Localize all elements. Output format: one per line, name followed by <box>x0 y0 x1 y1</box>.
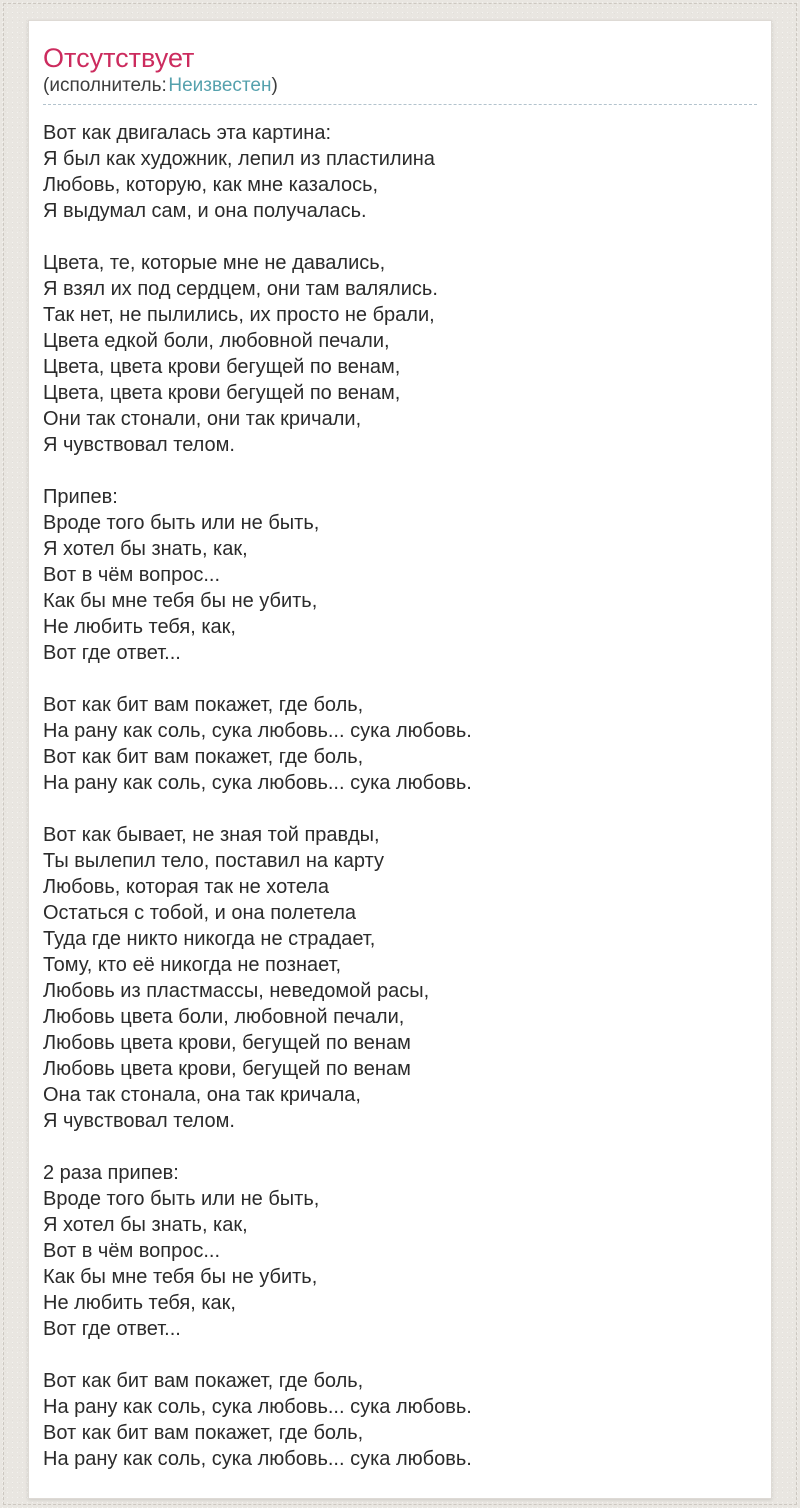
lyric-line: Любовь цвета боли, любовной печали, <box>43 1005 405 1028</box>
artist-link[interactable]: Неизвестен <box>168 75 272 97</box>
lyric-line: Я хотел бы знать, как, <box>43 537 248 560</box>
lyric-line: Вот как бит вам покажет, где боль, <box>43 693 364 716</box>
stanza <box>43 250 757 458</box>
song-title: Отсутствует <box>43 43 195 73</box>
artist-close-paren: ) <box>271 75 278 97</box>
lyric-line: Любовь из пластмассы, неведомой расы, <box>43 979 430 1002</box>
stanza <box>43 484 757 666</box>
lyric-line: Ты вылепил тело, поставил на карту <box>43 849 384 872</box>
lyric-line: На рану как соль, сука любовь... сука любовь. <box>43 719 472 742</box>
stanza <box>43 692 757 796</box>
lyric-line: Я был как художник, лепил из пластилина <box>43 147 435 170</box>
stanza <box>43 822 757 1134</box>
lyric-line: Цвета, те, которые мне не давались, <box>43 251 386 274</box>
lyric-line: Вот как бит вам покажет, где боль, <box>43 745 364 768</box>
lyric-line: На рану как соль, сука любовь... сука любовь. <box>43 1447 472 1470</box>
lyric-line: Я выдумал сам, и она получалась. <box>43 199 367 222</box>
lyric-line: Любовь цвета крови, бегущей по венам <box>43 1031 411 1054</box>
lyric-line: На рану как соль, сука любовь... сука любовь. <box>43 771 472 794</box>
artist-line <box>43 76 757 97</box>
lyric-line: Вот как бит вам покажет, где боль, <box>43 1421 364 1444</box>
lyric-line: Вот в чём вопрос... <box>43 1239 221 1262</box>
lyric-line: Я взял их под сердцем, они там валялись. <box>43 277 438 300</box>
stanza <box>43 1160 757 1342</box>
lyric-line: Как бы мне тебя бы не убить, <box>43 1265 318 1288</box>
lyric-line: Любовь, которую, как мне казалось, <box>43 173 379 196</box>
lyric-line: Вот в чём вопрос... <box>43 563 221 586</box>
lyric-line: Цвета едкой боли, любовной печали, <box>43 329 390 352</box>
lyric-line: Любовь, которая так не хотела <box>43 875 329 898</box>
lyric-line: Остаться с тобой, и она полетела <box>43 901 357 924</box>
lyric-line: Так нет, не пылились, их просто не брали, <box>43 303 435 326</box>
stanza <box>43 120 757 224</box>
lyric-line: Вот где ответ... <box>43 1317 181 1340</box>
lyric-line: Не любить тебя, как, <box>43 1291 236 1314</box>
lyric-line: Она так стонала, она так кричала, <box>43 1083 361 1106</box>
lyrics-card <box>28 20 772 1499</box>
song-header <box>43 43 757 105</box>
lyric-line: Не любить тебя, как, <box>43 615 236 638</box>
lyric-line: Любовь цвета крови, бегущей по венам <box>43 1057 411 1080</box>
lyric-line: Вот как бывает, не зная той правды, <box>43 823 380 846</box>
lyric-line: На рану как соль, сука любовь... сука любовь. <box>43 1395 472 1418</box>
lyric-line: Я чувствовал телом. <box>43 1109 235 1132</box>
lyric-line: Туда где никто никогда не страдает, <box>43 927 376 950</box>
lyric-line: Тому, кто её никогда не познает, <box>43 953 342 976</box>
lyrics <box>43 120 757 1472</box>
artist-label: (исполнитель: <box>43 75 167 97</box>
lyric-line: Они так стонали, они так кричали, <box>43 407 362 430</box>
lyric-line: Вот как двигалась эта картина: <box>43 121 332 144</box>
lyric-line: Как бы мне тебя бы не убить, <box>43 589 318 612</box>
lyric-line: Припев: <box>43 485 118 508</box>
stanza <box>43 1368 757 1472</box>
lyric-line: Цвета, цвета крови бегущей по венам, <box>43 355 401 378</box>
lyric-line: 2 раза припев: <box>43 1161 179 1184</box>
lyric-line: Вроде того быть или не быть, <box>43 1187 320 1210</box>
lyric-line: Я чувствовал телом. <box>43 433 235 456</box>
lyric-line: Вот как бит вам покажет, где боль, <box>43 1369 364 1392</box>
lyric-line: Вот где ответ... <box>43 641 181 664</box>
lyric-line: Я хотел бы знать, как, <box>43 1213 248 1236</box>
lyric-line: Цвета, цвета крови бегущей по венам, <box>43 381 401 404</box>
lyric-line: Вроде того быть или не быть, <box>43 511 320 534</box>
